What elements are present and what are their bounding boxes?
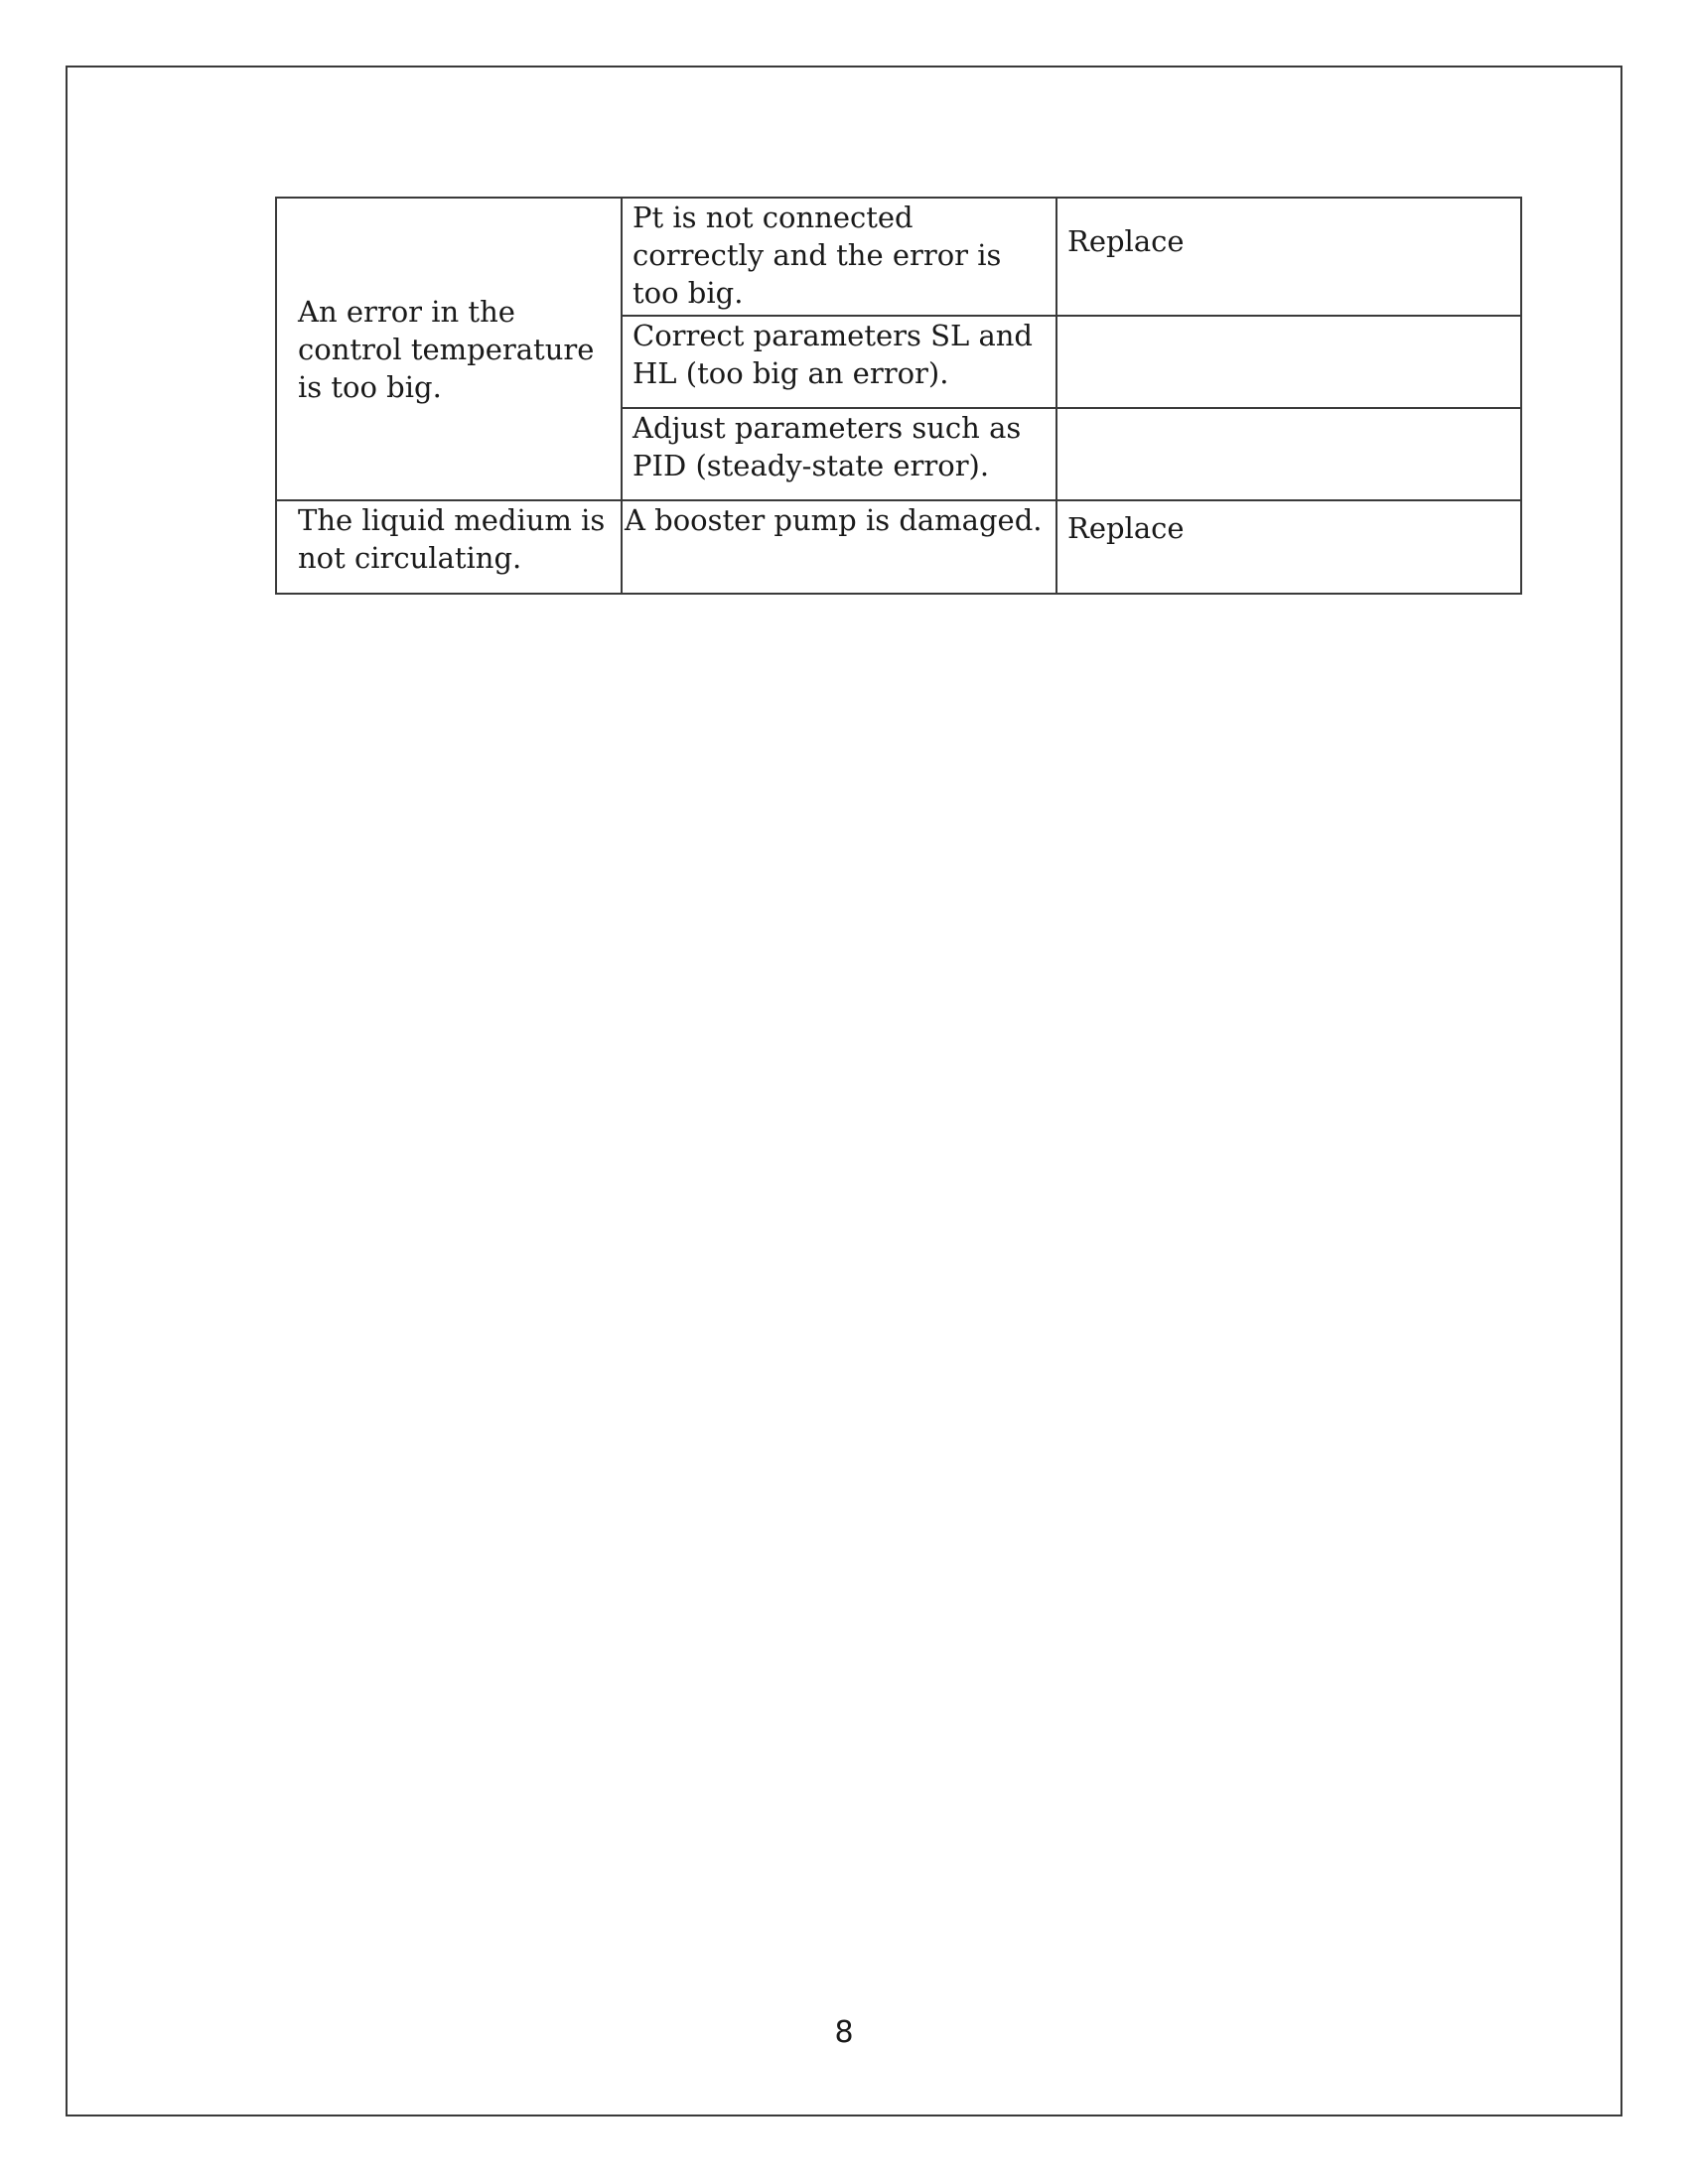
solution-cell [1056,408,1521,500]
symptom-cell: The liquid medium is not circulating. [276,500,622,594]
troubleshooting-table [275,197,1522,595]
cause-cell: Adjust parameters such as PID (steady-state error). [622,408,1056,500]
page-number: 8 [834,2015,854,2050]
symptom-cell: An error in the control temperature is too big. [276,198,622,500]
solution-cell: Replace [1056,198,1521,316]
solution-cell: Replace [1056,500,1521,594]
solution-cell [1056,316,1521,408]
cause-cell: Pt is not connected correctly and the error is too big. [622,198,1056,316]
cause-cell: Correct parameters SL and HL (too big an error). [622,316,1056,408]
cause-cell: A booster pump is damaged. [622,500,1056,594]
table-row [276,500,1521,594]
table-row [276,198,1521,316]
